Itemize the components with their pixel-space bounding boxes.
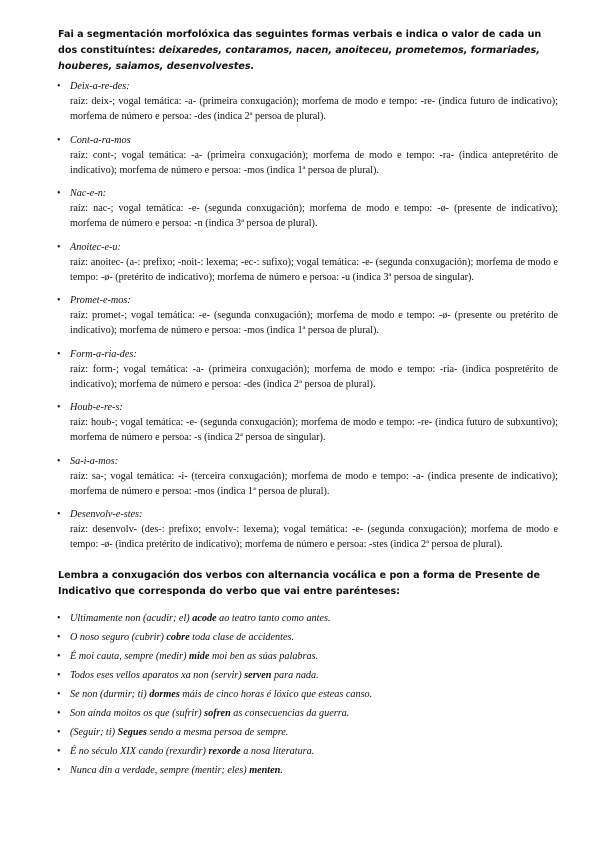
- sentence-start: Nunca din a verdade, sempre (mentir; eles): [70, 765, 250, 776]
- sentence-end: para nada.: [271, 670, 319, 681]
- list-item: [58, 400, 558, 445]
- exercise-2-instruction: Lembra a conxugación dos verbos con alternancia vocálica e pon a forma de Presente de Indicativo que corresponda do verbo que vai entre parénteses:: [58, 570, 541, 597]
- sentence-end: máis de cinco horas é lóxico que esteas canso.: [179, 689, 373, 700]
- answer-verb: dormes: [149, 689, 180, 700]
- answer-verb: serven: [244, 670, 272, 681]
- sentence-end: toda clase de accidentes.: [189, 632, 294, 643]
- sentence-start: (Seguir; ti): [70, 727, 118, 738]
- exercise-1-heading: [58, 27, 558, 75]
- list-item: [58, 454, 558, 499]
- answer-verb: menten: [249, 765, 281, 776]
- exercise-1-forms: deixaredes, contaramos, nacen, anoiteceu, prometemos, formariades, houberes, saiamos, desenvolvestes.: [58, 45, 540, 72]
- sentence-end: .: [280, 765, 283, 776]
- answer-verb: mide: [189, 651, 210, 662]
- answer-verb: acode: [192, 613, 217, 624]
- segmentation-explanation: raíz: promet-; vogal temática: -e- (segunda conxugación); morfema de modo e tempo: -ø- (presente ou pretérito de indicativo); morfema de número e persoa: -mos (indica 1ª persoa de plural).: [70, 310, 558, 336]
- verb-segmentation: • Form-a-ria-des:: [70, 348, 137, 360]
- sentence-end: ao teatro tanto como antes.: [216, 613, 331, 624]
- answer-verb: cobre: [166, 632, 190, 643]
- sentence-end: a nosa literatura.: [240, 746, 315, 757]
- list-item: [58, 706, 558, 725]
- list-item: [58, 133, 558, 178]
- answer-verb: rexorde: [208, 746, 241, 757]
- list-item: [58, 240, 558, 285]
- list-item: [58, 79, 558, 124]
- segmentation-explanation: raíz: deix-; vogal temática: -a- (primeira conxugación); morfema de modo e tempo: -re- (indica futuro de indicativo); morfema de número e persoa: -des (indica 2ª persoa de plural).: [70, 96, 558, 122]
- list-item: [58, 668, 558, 687]
- verb-segmentation: • Desenvolv-e-stes:: [70, 509, 143, 520]
- list-item: [58, 763, 558, 782]
- list-item: [58, 630, 558, 649]
- list-item: [58, 186, 558, 231]
- verb-segmentation: • Nac-e-n:: [70, 188, 107, 199]
- list-item: [58, 725, 558, 744]
- list-item: [58, 507, 558, 552]
- list-item: [58, 347, 558, 392]
- segmentation-explanation: raíz: houb-; vogal temática: -e- (segunda conxugación); morfema de modo e tempo: -re- (indica futuro de subxuntivo); morfema de número e persoa: -s (indica 2ª persoa de singular).: [70, 417, 558, 443]
- answer-verb: sofren: [204, 708, 231, 719]
- sentence-start: É no século XIX cando (rexurdir): [70, 746, 209, 757]
- answer-verb: Segues: [117, 727, 147, 738]
- segmentation-list: [58, 79, 558, 561]
- sentence-end: moi ben as súas palabras.: [209, 651, 319, 662]
- segmentation-explanation: raíz: anoitec- (a-: prefixo; -noit-: lexema; -ec-: sufixo); vogal temática: -e- (segunda conxugación); morfema de modo e tempo: -ø- (pretérito de indicativo); morfema de número e persoa: -u (indica 3ª persoa de singular).: [70, 256, 558, 283]
- verb-segmentation: • Promet-e-mos:: [70, 295, 131, 306]
- conjugation-list: [58, 611, 558, 782]
- sentence-start: O noso seguro (cubrir): [70, 632, 167, 643]
- exercise-2-heading: [58, 568, 558, 600]
- segmentation-explanation: raíz: cont-; vogal temática: -a- (primeira conxugación); morfema de modo e tempo: -ra- (indica antepretérito de indicativo); morfema de número e persoa: -mos (indica 1ª persoa de plural).: [70, 149, 558, 176]
- segmentation-explanation: raíz: sa-; vogal temática: -i- (terceira conxugación); morfema de modo e tempo: -a- (indica presente de indicativo); morfema de número e persoa: -mos (indica 1ª persoa de plural).: [70, 470, 558, 497]
- sentence-end: sendo a mesma persoa de sempre.: [146, 727, 289, 738]
- list-item: [58, 744, 558, 763]
- verb-segmentation: • Anoitec-e-u:: [70, 241, 121, 253]
- sentence-start: Ultimamente non (acudir; el): [70, 613, 193, 624]
- sentence-start: Todos eses vellos aparatos xa non (servir): [70, 670, 245, 681]
- verb-segmentation: • Cont-a-ra-mos: [70, 134, 131, 146]
- sentence-start: Se non (durmir; ti): [70, 689, 150, 700]
- verb-segmentation: • Sa-i-a-mos:: [70, 455, 119, 467]
- verb-segmentation: • Deix-a-re-des:: [70, 81, 130, 92]
- segmentation-explanation: raíz: desenvolv- (des-: prefixo; envolv-: lexema); vogal temática: -e- (segunda conxugación); morfema de modo e tempo: -ø- (indica pretérito de indicativo); morfema de número e persoa: -stes (indica 2ª persoa de plural).: [70, 524, 558, 550]
- exercise-1-instruction: Fai a segmentación morfolóxica das seguintes formas verbais e indica o valor de cada un dos constituíntes:: [58, 29, 542, 56]
- sentence-start: É moi cauta, sempre (medir): [70, 651, 190, 662]
- sentence-start: Son aínda moitos os que (sufrir): [70, 708, 205, 719]
- sentence-end: as consecuencias da guerra.: [230, 708, 350, 719]
- list-item: [58, 687, 558, 706]
- verb-segmentation: • Houb-e-re-s:: [70, 402, 123, 413]
- list-item: [58, 649, 558, 668]
- list-item: [58, 611, 558, 630]
- segmentation-explanation: raíz: form-; vogal temática: -a- (primeira conxugación); morfema de modo e tempo: -ria- (indica pospretérito de indicativo); morfema de número e persoa: -des (indica 2ª persoa de plural).: [70, 363, 558, 390]
- list-item: [58, 293, 558, 338]
- segmentation-explanation: raíz: nac-; vogal temática: -e- (segunda conxugación); morfema de modo e tempo: -ø- (presente de indicativo); morfema de número e persoa: -n (indica 3ª persoa de plural).: [70, 203, 558, 229]
